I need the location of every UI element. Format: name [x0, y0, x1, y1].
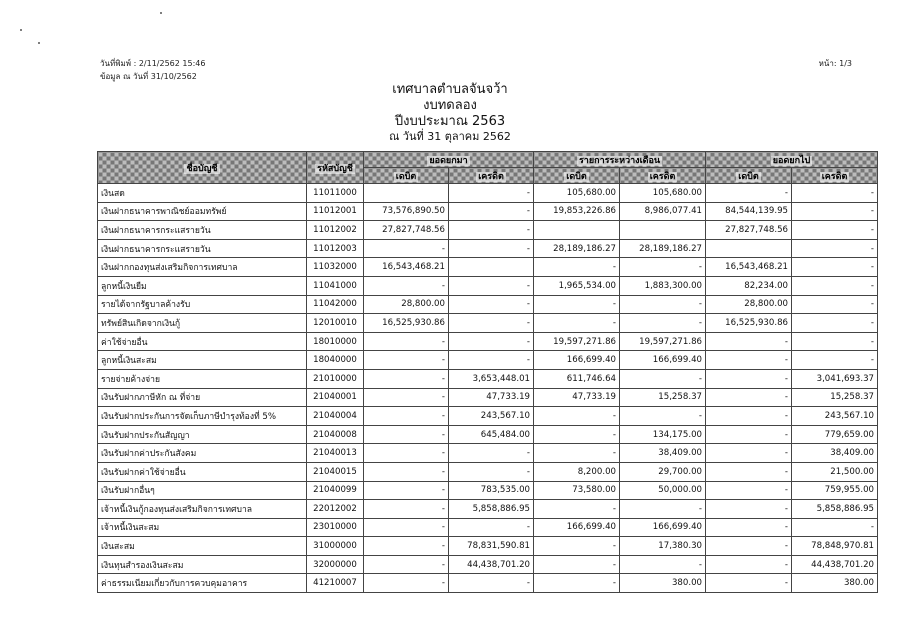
col-carried-forward: ยอดยกไป	[706, 152, 878, 168]
forward-debit-cell: -	[706, 481, 792, 500]
table-row	[98, 462, 878, 481]
opening-credit-cell: 243,567.10	[449, 407, 534, 426]
month-debit-cell: 105,680.00	[534, 184, 620, 203]
opening-debit-cell: -	[364, 500, 449, 519]
table-row	[98, 481, 878, 500]
opening-credit-cell: -	[449, 314, 534, 333]
opening-debit-cell: 73,576,890.50	[364, 202, 449, 221]
month-debit-cell: -	[534, 444, 620, 463]
month-debit-cell: -	[534, 295, 620, 314]
account-code-cell: 11041000	[307, 276, 364, 295]
month-debit-cell: 19,597,271.86	[534, 332, 620, 351]
table-row	[98, 444, 878, 463]
opening-credit-cell: 5,858,886.95	[449, 500, 534, 519]
opening-credit-cell: 3,653,448.01	[449, 369, 534, 388]
opening-debit-cell: -	[364, 462, 449, 481]
scan-speck	[160, 12, 162, 14]
table-row	[98, 518, 878, 537]
forward-credit-cell: -	[792, 332, 878, 351]
forward-credit-cell: 380.00	[792, 574, 878, 593]
report-titles	[0, 82, 900, 143]
account-code-cell: 11012003	[307, 239, 364, 258]
month-credit-cell	[620, 221, 706, 240]
opening-credit-cell: 47,733.19	[449, 388, 534, 407]
account-name-cell: เงินทุนสำรองเงินสะสม	[98, 555, 307, 574]
forward-debit-cell: 28,800.00	[706, 295, 792, 314]
account-name-cell: เงินรับฝากอื่นๆ	[98, 481, 307, 500]
table-row	[98, 388, 878, 407]
month-debit-cell	[534, 221, 620, 240]
forward-debit-cell: -	[706, 184, 792, 203]
forward-debit-cell: -	[706, 574, 792, 593]
account-name-cell: รายจ่ายค้างจ่าย	[98, 369, 307, 388]
month-debit-cell: 19,853,226.86	[534, 202, 620, 221]
account-name-cell: เงินฝากกองทุนส่งเสริมกิจการเทศบาล	[98, 258, 307, 277]
forward-credit-cell: -	[792, 314, 878, 333]
account-name-cell: เงินรับฝากประกันการจัดเก็บภาษีบำรุงท้องที่ 5%	[98, 407, 307, 426]
table-row	[98, 239, 878, 258]
account-name-cell: เงินรับฝากค่าใช้จ่ายอื่น	[98, 462, 307, 481]
account-name-cell: รายได้จากรัฐบาลค้างรับ	[98, 295, 307, 314]
month-debit-cell: 47,733.19	[534, 388, 620, 407]
opening-credit-cell: -	[449, 276, 534, 295]
account-code-cell: 21040004	[307, 407, 364, 426]
month-credit-cell: 17,380.30	[620, 537, 706, 556]
month-debit-cell: -	[534, 314, 620, 333]
table-row	[98, 500, 878, 519]
trial-balance-table	[97, 151, 878, 593]
table-row	[98, 221, 878, 240]
opening-debit-cell: 16,525,930.86	[364, 314, 449, 333]
opening-credit-cell: 783,535.00	[449, 481, 534, 500]
col-during-month: รายการระหว่างเดือน	[534, 152, 706, 168]
table-row	[98, 369, 878, 388]
forward-debit-cell: -	[706, 462, 792, 481]
opening-debit-cell: -	[364, 555, 449, 574]
opening-credit-cell: -	[449, 462, 534, 481]
opening-credit-cell: -	[449, 221, 534, 240]
opening-debit-cell: -	[364, 369, 449, 388]
table-row	[98, 537, 878, 556]
table-row	[98, 295, 878, 314]
opening-credit-cell: -	[449, 351, 534, 370]
forward-credit-cell: 5,858,886.95	[792, 500, 878, 519]
month-debit-cell: 166,699.40	[534, 518, 620, 537]
account-name-cell: ลูกหนี้เงินยืม	[98, 276, 307, 295]
as-of-date: ณ วันที่ 31 ตุลาคม 2562	[389, 130, 511, 143]
table-row	[98, 258, 878, 277]
forward-debit-cell: -	[706, 555, 792, 574]
print-date: วันที่พิมพ์ : 2/11/2562 15:46	[100, 59, 206, 68]
month-credit-cell: 166,699.40	[620, 518, 706, 537]
opening-debit-cell: -	[364, 481, 449, 500]
month-credit-cell: 134,175.00	[620, 425, 706, 444]
account-code-cell: 22012002	[307, 500, 364, 519]
scan-speck	[38, 42, 40, 44]
forward-credit-cell: 779,659.00	[792, 425, 878, 444]
forward-credit-cell: -	[792, 276, 878, 295]
forward-debit-cell: -	[706, 444, 792, 463]
month-debit-cell: 73,580.00	[534, 481, 620, 500]
col-account-name: ชื่อบัญชี	[98, 152, 307, 184]
forward-debit-cell: 82,234.00	[706, 276, 792, 295]
col-month-credit: เครดิต	[620, 168, 706, 184]
forward-debit-cell: -	[706, 407, 792, 426]
month-debit-cell: -	[534, 500, 620, 519]
account-code-cell: 41210007	[307, 574, 364, 593]
forward-credit-cell: -	[792, 221, 878, 240]
forward-credit-cell: -	[792, 351, 878, 370]
account-code-cell: 21040015	[307, 462, 364, 481]
account-name-cell: เจ้าหนี้เงินกู้กองทุนส่งเสริมกิจการเทศบาล	[98, 500, 307, 519]
table-row	[98, 332, 878, 351]
month-credit-cell: -	[620, 314, 706, 333]
account-name-cell: ค่าใช้จ่ายอื่น	[98, 332, 307, 351]
forward-debit-cell	[706, 239, 792, 258]
forward-credit-cell: -	[792, 239, 878, 258]
header-row-top	[98, 152, 878, 168]
account-code-cell: 21010000	[307, 369, 364, 388]
account-name-cell: เงินรับฝากประกันสัญญา	[98, 425, 307, 444]
forward-debit-cell: 16,525,930.86	[706, 314, 792, 333]
month-credit-cell: -	[620, 258, 706, 277]
month-credit-cell: 38,409.00	[620, 444, 706, 463]
account-name-cell: ลูกหนี้เงินสะสม	[98, 351, 307, 370]
opening-debit-cell: -	[364, 518, 449, 537]
col-account-code: รหัสบัญชี	[307, 152, 364, 184]
account-name-cell: เงินฝากธนาคารกระแสรายวัน	[98, 221, 307, 240]
month-credit-cell: 28,189,186.27	[620, 239, 706, 258]
scan-speck	[20, 29, 22, 31]
forward-credit-cell: -	[792, 518, 878, 537]
opening-debit-cell: 27,827,748.56	[364, 221, 449, 240]
month-credit-cell: 15,258.37	[620, 388, 706, 407]
month-credit-cell: 8,986,077.41	[620, 202, 706, 221]
table-row	[98, 574, 878, 593]
opening-credit-cell: -	[449, 295, 534, 314]
account-name-cell: ทรัพย์สินเกิดจากเงินกู้	[98, 314, 307, 333]
opening-debit-cell: 16,543,468.21	[364, 258, 449, 277]
opening-credit-cell: -	[449, 184, 534, 203]
account-code-cell: 11012002	[307, 221, 364, 240]
col-forward-credit: เครดิต	[792, 168, 878, 184]
col-opening-credit: เครดิต	[449, 168, 534, 184]
opening-credit-cell: -	[449, 518, 534, 537]
forward-credit-cell: 44,438,701.20	[792, 555, 878, 574]
opening-debit-cell: -	[364, 444, 449, 463]
forward-credit-cell: 78,848,970.81	[792, 537, 878, 556]
table-row	[98, 425, 878, 444]
forward-credit-cell: 38,409.00	[792, 444, 878, 463]
opening-debit-cell: -	[364, 332, 449, 351]
month-credit-cell: 19,597,271.86	[620, 332, 706, 351]
opening-debit-cell: -	[364, 425, 449, 444]
forward-debit-cell: -	[706, 351, 792, 370]
account-name-cell: เงินฝากธนาคารพาณิชย์ออมทรัพย์	[98, 202, 307, 221]
month-credit-cell: -	[620, 369, 706, 388]
data-date: ข้อมูล ณ วันที่ 31/10/2562	[100, 72, 197, 81]
account-code-cell: 21040013	[307, 444, 364, 463]
forward-debit-cell: 84,544,139.95	[706, 202, 792, 221]
table-row	[98, 202, 878, 221]
month-debit-cell: -	[534, 537, 620, 556]
month-debit-cell: -	[534, 425, 620, 444]
month-credit-cell: 105,680.00	[620, 184, 706, 203]
forward-credit-cell: 243,567.10	[792, 407, 878, 426]
month-debit-cell: -	[534, 407, 620, 426]
forward-debit-cell: -	[706, 332, 792, 351]
month-credit-cell: -	[620, 555, 706, 574]
opening-credit-cell: 44,438,701.20	[449, 555, 534, 574]
account-name-cell: เงินสด	[98, 184, 307, 203]
opening-credit-cell: -	[449, 574, 534, 593]
account-code-cell: 11012001	[307, 202, 364, 221]
table-row	[98, 276, 878, 295]
account-name-cell: เงินสะสม	[98, 537, 307, 556]
opening-credit-cell: 78,831,590.81	[449, 537, 534, 556]
table-row	[98, 351, 878, 370]
forward-credit-cell: -	[792, 258, 878, 277]
month-debit-cell: -	[534, 574, 620, 593]
table-body	[98, 184, 878, 593]
forward-debit-cell: -	[706, 425, 792, 444]
month-debit-cell: 611,746.64	[534, 369, 620, 388]
month-credit-cell: 29,700.00	[620, 462, 706, 481]
month-credit-cell: 1,883,300.00	[620, 276, 706, 295]
forward-credit-cell: 759,955.00	[792, 481, 878, 500]
opening-credit-cell: -	[449, 239, 534, 258]
forward-credit-cell: 15,258.37	[792, 388, 878, 407]
opening-debit-cell: -	[364, 537, 449, 556]
page-number: หน้า: 1/3	[818, 59, 852, 68]
account-code-cell: 21040008	[307, 425, 364, 444]
month-debit-cell: 1,965,534.00	[534, 276, 620, 295]
month-credit-cell: 50,000.00	[620, 481, 706, 500]
fiscal-year: ปีงบประมาณ 2563	[394, 114, 506, 129]
account-code-cell: 11032000	[307, 258, 364, 277]
opening-debit-cell: -	[364, 351, 449, 370]
month-debit-cell: -	[534, 555, 620, 574]
month-debit-cell: -	[534, 258, 620, 277]
account-code-cell: 32000000	[307, 555, 364, 574]
col-month-debit: เดบิต	[534, 168, 620, 184]
account-name-cell: เงินฝากธนาคารกระแสรายวัน	[98, 239, 307, 258]
col-opening-debit: เดบิต	[364, 168, 449, 184]
opening-credit-cell: -	[449, 202, 534, 221]
forward-debit-cell: -	[706, 369, 792, 388]
opening-debit-cell	[364, 184, 449, 203]
account-name-cell: เงินรับฝากค่าประกันสังคม	[98, 444, 307, 463]
opening-debit-cell: -	[364, 407, 449, 426]
forward-debit-cell: -	[706, 500, 792, 519]
account-code-cell: 11042000	[307, 295, 364, 314]
col-forward-debit: เดบิต	[706, 168, 792, 184]
forward-credit-cell: -	[792, 202, 878, 221]
month-debit-cell: 28,189,186.27	[534, 239, 620, 258]
opening-debit-cell: -	[364, 239, 449, 258]
forward-debit-cell: 27,827,748.56	[706, 221, 792, 240]
table-row	[98, 555, 878, 574]
opening-debit-cell: -	[364, 574, 449, 593]
month-debit-cell: 166,699.40	[534, 351, 620, 370]
account-code-cell: 31000000	[307, 537, 364, 556]
month-credit-cell: -	[620, 500, 706, 519]
forward-credit-cell: 3,041,693.37	[792, 369, 878, 388]
month-credit-cell: -	[620, 407, 706, 426]
account-code-cell: 21040001	[307, 388, 364, 407]
forward-credit-cell: -	[792, 184, 878, 203]
account-code-cell: 23010000	[307, 518, 364, 537]
opening-credit-cell: -	[449, 332, 534, 351]
account-code-cell: 18010000	[307, 332, 364, 351]
account-name-cell: ค่าธรรมเนียมเกี่ยวกับการควบคุมอาคาร	[98, 574, 307, 593]
account-name-cell: เจ้าหนี้เงินสะสม	[98, 518, 307, 537]
forward-debit-cell: 16,543,468.21	[706, 258, 792, 277]
opening-debit-cell: 28,800.00	[364, 295, 449, 314]
month-debit-cell: 8,200.00	[534, 462, 620, 481]
month-credit-cell: -	[620, 295, 706, 314]
forward-credit-cell: 21,500.00	[792, 462, 878, 481]
account-name-cell: เงินรับฝากภาษีหัก ณ ที่จ่าย	[98, 388, 307, 407]
table-row	[98, 184, 878, 203]
forward-credit-cell: -	[792, 295, 878, 314]
print-info	[100, 57, 205, 83]
forward-debit-cell: -	[706, 537, 792, 556]
opening-credit-cell	[449, 258, 534, 277]
forward-debit-cell: -	[706, 518, 792, 537]
opening-debit-cell: -	[364, 388, 449, 407]
org-name: เทศบาลตำบลจันจว้า	[392, 82, 508, 97]
account-code-cell: 12010010	[307, 314, 364, 333]
opening-credit-cell: -	[449, 444, 534, 463]
month-credit-cell: 166,699.40	[620, 351, 706, 370]
opening-credit-cell: 645,484.00	[449, 425, 534, 444]
month-credit-cell: 380.00	[620, 574, 706, 593]
account-code-cell: 11011000	[307, 184, 364, 203]
col-opening: ยอดยกมา	[364, 152, 534, 168]
opening-debit-cell: -	[364, 276, 449, 295]
table-row	[98, 314, 878, 333]
report-name: งบทดลอง	[423, 98, 477, 113]
forward-debit-cell: -	[706, 388, 792, 407]
account-code-cell: 21040099	[307, 481, 364, 500]
table-row	[98, 407, 878, 426]
account-code-cell: 18040000	[307, 351, 364, 370]
